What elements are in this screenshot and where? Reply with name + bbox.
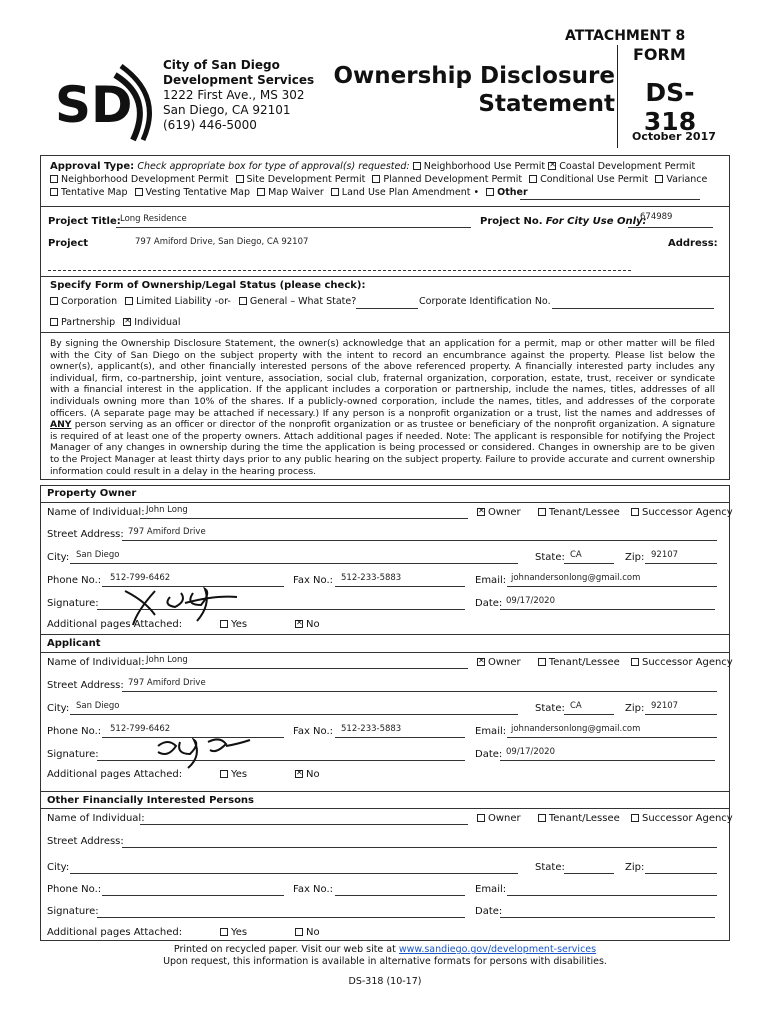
owner-yes-label: Yes: [231, 619, 248, 630]
applicant-phone-label: Phone No.:: [47, 726, 102, 737]
divider: [41, 808, 729, 809]
divider: [41, 502, 729, 503]
opt-neighborhood-use: Neighborhood Use Permit: [423, 161, 546, 172]
other-phone-label: Phone No.:: [47, 884, 102, 895]
owner-fax-label: Fax No.:: [293, 575, 334, 586]
opt-general: General – What State?: [249, 296, 357, 307]
other-fax-label: Fax No.:: [293, 884, 334, 895]
divider: [41, 634, 729, 635]
checkbox-vesting-tentative-map[interactable]: [135, 188, 143, 196]
opt-site-development: Site Development Permit: [246, 174, 366, 185]
footer-prefix: Printed on recycled paper. Visit our web site at: [173, 944, 396, 955]
sd-logo-icon: [55, 60, 155, 145]
owner-name-label: Name of Individual:: [47, 507, 145, 518]
other-zip-label: Zip:: [625, 862, 645, 873]
applicant-signature-label: Signature:: [47, 749, 99, 760]
opt-coastal-development: Coastal Development Permit: [559, 161, 696, 172]
other-name-field[interactable]: [140, 813, 468, 825]
other-name-label: Name of Individual:: [47, 813, 145, 824]
checkbox-conditional-use[interactable]: [529, 175, 537, 183]
opt-other: Other: [497, 187, 528, 198]
checkbox-owner-pages-yes[interactable]: [220, 620, 228, 628]
applicant-street-field[interactable]: [122, 680, 717, 692]
checkbox-other-tenant[interactable]: [538, 814, 546, 822]
divider: [41, 332, 729, 333]
checkbox-variance[interactable]: [655, 175, 663, 183]
owner-role-row: [477, 507, 733, 518]
other-date-field[interactable]: [500, 906, 715, 918]
applicant-pages-no: [295, 769, 320, 780]
org-dept: Development Services: [163, 73, 315, 87]
other-email-field[interactable]: [507, 884, 717, 896]
other-approval-field[interactable]: [520, 188, 700, 200]
checkbox-corporation[interactable]: [50, 297, 58, 305]
owner-city-label: City:: [47, 552, 70, 563]
website-link[interactable]: www.sandiego.gov/development-services: [398, 944, 597, 955]
org-phone: (619) 446-5000: [163, 118, 257, 132]
applicant-date-value: 09/17/2020: [506, 747, 555, 757]
owner-pages-yes: [220, 619, 247, 630]
opt-land-use-amendment: Land Use Plan Amendment •: [341, 187, 480, 198]
owner-state-label: State:: [535, 552, 565, 563]
checkbox-other-pages-yes[interactable]: [220, 928, 228, 936]
checkbox-applicant-owner[interactable]: [477, 658, 485, 666]
org-street: 1222 First Ave., MS 302: [163, 88, 305, 102]
checkbox-tentative-map[interactable]: [50, 188, 58, 196]
edition-date: October 2017: [632, 130, 716, 143]
applicant-yes-label: Yes: [231, 769, 248, 780]
opt-vesting-tentative-map: Vesting Tentative Map: [145, 187, 251, 198]
state-field[interactable]: [356, 297, 418, 309]
other-no-label: No: [306, 927, 320, 938]
other-pages-yes: [220, 927, 247, 938]
applicant-street-label: Street Address:: [47, 680, 124, 691]
other-pages-no: [295, 927, 320, 938]
opt-corporation: Corporation: [61, 296, 118, 307]
owner-role-tenant: Tenant/Lessee: [548, 507, 620, 518]
other-street-field[interactable]: [122, 836, 717, 848]
project-title-label: Project Title:: [48, 216, 121, 227]
form-number: DS-318: [643, 78, 697, 136]
checkbox-llc[interactable]: [125, 297, 133, 305]
checkbox-other[interactable]: [486, 188, 494, 196]
opt-neighborhood-development: Neighborhood Development Permit: [61, 174, 229, 185]
footer-line-1: [0, 944, 770, 956]
checkbox-planned-development[interactable]: [372, 175, 380, 183]
owner-heading: Property Owner: [47, 488, 137, 499]
footer-notes: [0, 944, 770, 968]
applicant-city-value: San Diego: [76, 701, 120, 711]
checkbox-owner-pages-no[interactable]: [295, 620, 303, 628]
other-state-field[interactable]: [564, 862, 614, 874]
paragraph-any: ANY: [50, 419, 72, 431]
checkbox-map-waiver[interactable]: [257, 188, 265, 196]
other-heading: Other Financially Interested Persons: [47, 795, 255, 806]
owner-zip-label: Zip:: [625, 552, 645, 563]
project-title-value: Long Residence: [120, 214, 187, 224]
applicant-name-value: John Long: [146, 655, 188, 665]
owner-pages-no: [295, 619, 320, 630]
title-line-2: Statement: [478, 91, 615, 117]
other-phone-field[interactable]: [102, 884, 284, 896]
applicant-heading: Applicant: [47, 638, 101, 649]
project-address-value: 797 Amiford Drive, San Diego, CA 92107: [135, 237, 309, 247]
applicant-role-tenant: Tenant/Lessee: [548, 657, 620, 668]
paragraph-part-2: person serving as an officer or director of the nonprofit organization or as trustee or beneficiary of the nonprofit organization. A signature is required of at least one of the property owners. Attach additional pages if needed. Note: The applicant is responsible for notifying the Project Manager of any changes in ownership during the time the application is being processed or considered. Changes in ownership are to be given to the Project Manager at least thirty days prior to any public hearing on the subject property. Failure to provide accurate and current ownership information could result in a delay in the hearing process.: [50, 419, 716, 477]
other-city-label: City:: [47, 862, 70, 873]
applicant-fax-value: 512-233-5883: [341, 724, 402, 734]
applicant-city-field[interactable]: [70, 703, 518, 715]
applicant-zip-value: 92107: [651, 701, 679, 711]
other-signature-field[interactable]: [97, 906, 465, 918]
owner-phone-label: Phone No.:: [47, 575, 102, 586]
checkbox-applicant-pages-no[interactable]: [295, 770, 303, 778]
checkbox-applicant-tenant[interactable]: [538, 658, 546, 666]
divider: [41, 652, 729, 653]
attachment-label: ATTACHMENT 8: [565, 28, 686, 44]
checkbox-applicant-pages-yes[interactable]: [220, 770, 228, 778]
other-fax-field[interactable]: [335, 884, 465, 896]
project-no-value: 674989: [640, 212, 673, 222]
other-role-row: [477, 813, 733, 824]
opt-planned-development: Planned Development Permit: [383, 174, 523, 185]
header-divider: [617, 45, 618, 148]
owner-zip-value: 92107: [651, 550, 679, 560]
org-address-block: [163, 58, 314, 133]
owner-no-label: No: [306, 619, 320, 630]
other-zip-field[interactable]: [645, 862, 717, 874]
owner-signature-label: Signature:: [47, 598, 99, 609]
owner-city-value: San Diego: [76, 550, 120, 560]
disclosure-paragraph: [50, 338, 715, 477]
owner-street-label: Street Address:: [47, 529, 124, 540]
checkbox-general[interactable]: [239, 297, 247, 305]
owner-date-label: Date:: [475, 598, 503, 609]
org-name: City of San Diego: [163, 58, 280, 72]
owner-street-field[interactable]: [122, 529, 717, 541]
approval-row-2: [50, 174, 707, 185]
owner-pages-label: Additional pages Attached:: [47, 619, 183, 630]
project-address-label-2: Address:: [668, 238, 718, 249]
owner-city-field[interactable]: [70, 552, 518, 564]
applicant-role-owner: Owner: [488, 657, 521, 668]
owner-email-label: Email:: [475, 575, 507, 586]
checkbox-neighborhood-development[interactable]: [50, 175, 58, 183]
owner-name-value: John Long: [146, 505, 188, 515]
checkbox-neighborhood-use[interactable]: [413, 162, 421, 170]
checkbox-individual[interactable]: [123, 318, 131, 326]
opt-partnership: Partnership: [61, 317, 116, 328]
opt-variance: Variance: [666, 174, 708, 185]
owner-name-field[interactable]: [140, 507, 468, 519]
applicant-pages-yes: [220, 769, 247, 780]
divider: [41, 276, 729, 277]
paragraph-part-1: By signing the Ownership Disclosure Statement, the owner(s) acknowledge that an application for a permit, map or other matter will be filed with the City of San Diego on the subject property with the intent to record an encumbrance against the property. Please list below the owner(s), applicant(s), and other financially interested persons of the above referenced property. A financially interested party includes any individual, firm, co-partnership, joint venture, association, social club, fraternal organization, corporation, estate, trust, receiver or syndicate with a financial interest in the application. If the applicant includes a corporation or partnership, include the names, titles, addresses of all individuals owning more than 10% of the shares. If a publicly-owned corporation, include the names, titles, and addresses of the corporate officers. (A separate page may be attached if necessary.) If any person is a nonprofit organization or a trust, list the names and addresses of: [50, 338, 715, 419]
owner-fax-value: 512-233-5883: [341, 573, 402, 583]
applicant-email-label: Email:: [475, 726, 507, 737]
opt-map-waiver: Map Waiver: [268, 187, 324, 198]
applicant-email-value: johnandersonlong@gmail.com: [511, 724, 641, 734]
opt-llc: Limited Liability -or-: [136, 296, 231, 307]
ownership-row-2: [50, 317, 180, 328]
approval-row-1: [50, 161, 695, 172]
applicant-role-row: [477, 657, 733, 668]
ownership-heading: Specify Form of Ownership/Legal Status (please check):: [50, 280, 366, 291]
form-code: DS-318 (10-17): [348, 976, 422, 987]
applicant-phone-value: 512-799-6462: [110, 724, 171, 734]
owner-email-value: johnandersonlong@gmail.com: [511, 573, 641, 583]
owner-phone-value: 512-799-6462: [110, 573, 171, 583]
owner-date-value: 09/17/2020: [506, 596, 555, 606]
approval-row-3: [50, 187, 528, 198]
other-pages-label: Additional pages Attached:: [47, 927, 183, 938]
project-no-text: Project No.: [480, 216, 543, 227]
form-word: FORM: [633, 45, 686, 64]
checkbox-successor[interactable]: [631, 508, 639, 516]
checkbox-other-pages-no[interactable]: [295, 928, 303, 936]
applicant-signature-icon: [150, 732, 260, 772]
divider: [41, 791, 729, 792]
other-email-label: Email:: [475, 884, 507, 895]
applicant-name-label: Name of Individual:: [47, 657, 145, 668]
project-address-line[interactable]: [48, 270, 631, 271]
applicant-city-label: City:: [47, 703, 70, 714]
other-street-label: Street Address:: [47, 836, 124, 847]
other-yes-label: Yes: [231, 927, 248, 938]
owner-street-value: 797 Amiford Drive: [128, 527, 206, 537]
applicant-state-value: CA: [570, 701, 582, 711]
approval-label: Approval Type:: [50, 161, 135, 172]
checkbox-coastal-development[interactable]: [548, 162, 556, 170]
opt-individual: Individual: [134, 317, 181, 328]
applicant-zip-label: Zip:: [625, 703, 645, 714]
applicant-date-label: Date:: [475, 749, 503, 760]
owner-role-successor: Successor Agency: [641, 507, 733, 518]
applicant-street-value: 797 Amiford Drive: [128, 678, 206, 688]
ownership-row-1: [50, 296, 356, 307]
checkbox-tenant[interactable]: [538, 508, 546, 516]
title-line-1: Ownership Disclosure: [333, 63, 615, 89]
applicant-fax-label: Fax No.:: [293, 726, 334, 737]
applicant-no-label: No: [306, 769, 320, 780]
other-role-tenant: Tenant/Lessee: [548, 813, 620, 824]
divider: [41, 206, 729, 207]
applicant-role-successor: Successor Agency: [641, 657, 733, 668]
checkbox-owner[interactable]: [477, 508, 485, 516]
applicant-state-label: State:: [535, 703, 565, 714]
other-signature-label: Signature:: [47, 906, 99, 917]
footer-line-2: Upon request, this information is available in alternative formats for persons with disabilities.: [163, 956, 607, 967]
checkbox-other-owner[interactable]: [477, 814, 485, 822]
project-no-label: [480, 216, 647, 227]
owner-role-owner: Owner: [488, 507, 521, 518]
project-no-italic: For City Use Only:: [545, 216, 647, 227]
corp-id-field[interactable]: [552, 297, 714, 309]
owner-state-value: CA: [570, 550, 582, 560]
other-city-field[interactable]: [70, 862, 518, 874]
checkbox-site-development[interactable]: [236, 175, 244, 183]
approval-instruction: Check appropriate box for type of approval(s) requested:: [137, 161, 410, 172]
applicant-pages-label: Additional pages Attached:: [47, 769, 183, 780]
other-role-successor: Successor Agency: [641, 813, 733, 824]
corp-id-label: Corporate Identification No.: [419, 296, 551, 307]
other-role-owner: Owner: [488, 813, 521, 824]
other-date-label: Date:: [475, 906, 503, 917]
checkbox-applicant-successor[interactable]: [631, 658, 639, 666]
svg-text:SD: SD: [55, 76, 133, 134]
project-address-label: Project: [48, 238, 89, 249]
checkbox-land-use-amendment[interactable]: [331, 188, 339, 196]
form-title: [330, 62, 615, 118]
checkbox-partnership[interactable]: [50, 318, 58, 326]
other-state-label: State:: [535, 862, 565, 873]
checkbox-other-successor[interactable]: [631, 814, 639, 822]
opt-conditional-use: Conditional Use Permit: [540, 174, 649, 185]
org-city: San Diego, CA 92101: [163, 103, 291, 117]
applicant-name-field[interactable]: [140, 657, 468, 669]
opt-tentative-map: Tentative Map: [61, 187, 128, 198]
